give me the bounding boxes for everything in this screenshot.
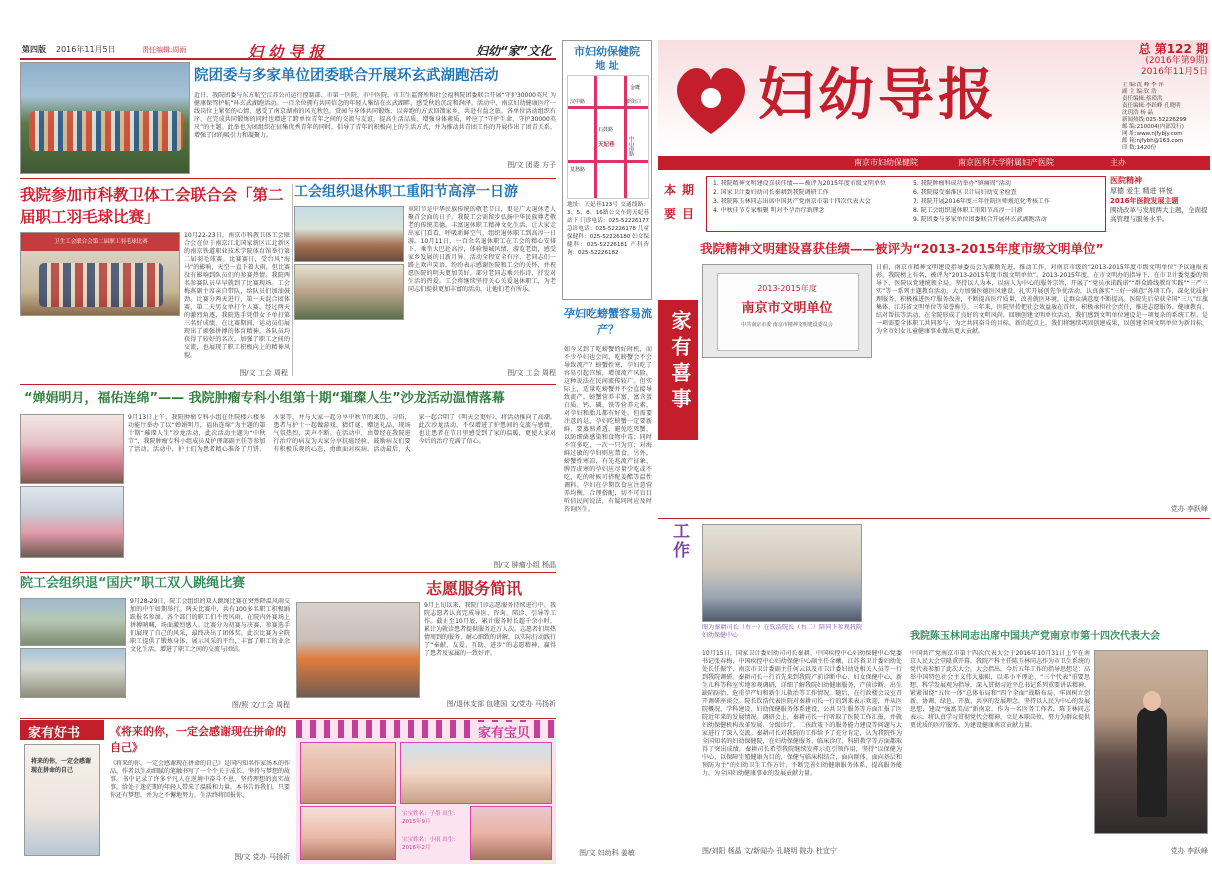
news1-title: 我院精神文明建设喜获佳绩——被评为“2013-2015年度市级文明单位”	[700, 241, 1104, 256]
art4-byline: 图/文 肿瘤小组 杨晶	[493, 561, 556, 569]
photo-badminton	[20, 232, 180, 316]
highlight-item: 9. 院团委与多家单位团委联合开展环玄武湖跑活动	[913, 216, 1047, 223]
art2-body: 10月22-23日，南京市科教卫体工会联合会在位于南京江北国家新区江北新区的南京铁道职业技术学院体育馆举行第二届羽毛球赛。比赛赛日，受台风“海马”的影响，天空一直下着大雨，但比赛没有影响到队员们的参赛热情。我院两名参赛队员早早就到了比赛现场。工会梅燕副主席亲自带队，给队员们加油鼓劲。比赛分两天进行，第一天混合团体赛，第二天男女单打个人赛。经过两天的激烈角逐，我院选手凭借女子单打第三名好成绩。在比赛期间，运动员们展现出了顽强拼搏的体育精神，各队员均获得了较好的名次，加强了职工之间的交流，也展现了职工积极向上的精神风貌。	[184, 232, 290, 359]
vertical-stamp-text: 家有喜事	[668, 310, 692, 414]
photo-volunteers	[296, 602, 420, 698]
credit-line: 主 编:沈 峰 李 萍	[1122, 82, 1164, 88]
photo-elderly-trip-2	[294, 264, 404, 320]
divider	[20, 178, 556, 179]
highlight-item: 6. 我院接受秦淮区卫计局妇幼安全检查	[913, 189, 1017, 196]
family-books-label-box	[20, 720, 104, 740]
photo-elderly-trip-1	[294, 206, 404, 262]
art2-byline: 图/文 工会 周程	[239, 369, 288, 377]
baby-caption-2: 宝宝姓名：小雨 出生：2016年2月	[402, 837, 459, 851]
art3-title: 工会组织退休职工重阳节高淳一日游	[294, 184, 518, 200]
slogan-title: 2016年医院发展主题	[1110, 197, 1179, 205]
credits	[1122, 82, 1210, 156]
issue-date: 2016年11月5日	[1140, 67, 1208, 77]
news2-byline: 图/刘阳 杨晶 文/新闻办 孔晓明 院办 杜宜宁	[702, 847, 837, 855]
art2-title: 我院参加市科教卫体工会联合会「第二届职工羽毛球比赛」	[20, 186, 284, 226]
baby-caption-1: 宝宝姓名：子墨 出生：2015年9月	[402, 811, 459, 825]
plaque	[702, 264, 872, 358]
art1-body: 近日，我院团委与东方航空江苏公司运行控制部、市第一医院、市中医院、市卫生监督所和社会福利院团委联合开展“守护30000英尺 为健康保驾护航”环玄武湖跑活动。一百余位拥有共同信念的年轻人集结在玄武湖畔，感受秋的沉淀和润泽。活动中，南京妇幼健康医疗一线岗位上紧张的心情，感受了南京湖南的风光秋色，赏园与身体共同锻炼、以奔跑的方式回馈家乡，共赴有益之旅。各单位活动组织有序，在完成共同锻炼的同时也增进了跨单位青年之间的交流与友谊，提高生活品质、增强身体素质，呼应了“守护生命，守护30000英尺”的主题。此举也为团组织在征集优秀青年的同时，倡导了青年的积极向上的生活方式，并为推动共青团工作的开展作出了团青关系，增强了团的吸引力和凝聚力。	[194, 92, 556, 139]
credit-line: 印 数:1420份	[1122, 145, 1157, 151]
baby-photo-4	[470, 806, 552, 860]
org-left: 南京市妇幼保健院	[854, 158, 918, 167]
map-label: 中山南路	[628, 136, 634, 156]
divider	[20, 572, 556, 573]
photo-salon-1	[20, 414, 124, 484]
photo-salon-2	[20, 486, 124, 558]
art4-title: “婵娟明月，福佑连绵”—— 我院肿瘤专科小组第十期“璀璨人生”沙龙活动温情落幕	[24, 391, 505, 406]
masthead-title: 妇幼导报	[758, 62, 998, 128]
art5-title: 院工会组织退“国庆”职工双人跳绳比赛	[20, 576, 246, 591]
photo-team-run	[20, 62, 190, 174]
art3-byline: 图/文 工会 周程	[507, 369, 556, 377]
page-editor: 责任编辑:周雨	[142, 46, 187, 54]
news3-byline: 党办 李跃峰	[1170, 847, 1208, 855]
credit-line: 沈玥浩 杨 晶	[1122, 110, 1153, 116]
essay-title: 孕妇吃螃蟹容易流产？	[564, 307, 652, 336]
highlight-item: 3. 我院陈玉林同志出席中国共产党南京市第十四次代表大会	[713, 198, 871, 205]
essay-body: 如今又到了吃螃蟹的好时机，而不少孕妇也会问，吃螃蟹会不会导致流产？螃蟹性寒，孕妇吃了容易引起宫缩，增加流产风险，这种说法在民间流传较广。但实际上，适量吃螃蟹并不会直接导致流产。螃蟹营养丰富，富含蛋白质、钙、磷、铁等营养元素，对孕妇和胎儿都有好处。但需要注意的是，孕妇吃螃蟹一定要新鲜、要蒸熟煮透，避免吃死蟹，以防细菌感染和食物中毒；同时不宜多吃，一次一只为宜；对海鲜过敏的孕妇则应禁食。另外，螃蟹性寒凉，有先兆流产征象、脾胃虚寒的孕妇应尽量少吃或不吃，吃的时候可搭配姜醋等温性调料。孕妇在孕期饮食应注意营养均衡，合理搭配，切不可盲目听信民间说法，有疑问时应及时咨询医生。	[564, 346, 652, 513]
baby-photo-1	[300, 742, 396, 804]
news2-body-top	[866, 524, 1208, 626]
org-bar	[658, 156, 1210, 170]
photo-rope-2	[20, 648, 126, 698]
spirit-box	[1110, 176, 1210, 232]
address-title: 市妇幼保健院	[574, 45, 640, 58]
address-map	[567, 75, 649, 199]
masthead-heart-logo	[666, 54, 756, 144]
left-masthead: 妇 幼 导 报	[248, 43, 324, 60]
slogan-body: 围绕改革与发展两大主题，全面提高管理与服务水平。	[1110, 206, 1208, 223]
address-box	[562, 40, 652, 300]
art4-body: 9月13日上午，我院肿瘤专科小组在住院楼六楼多功能厅举办了以“婵娟明月，福佑连绵”为主题的第十期“璀璨人生”沙龙活动，此次活动主题为“中秋节”，我院肿瘤专科小组成员及护理部副主任等参加了活动。活动中，护士们为患者精心准备了月饼、水果等，并与大家一起分享中秋节的来历、习俗，患者与护士一起做游戏、猜灯谜、赠送礼品，现场气氛热烈，笑声不断。在活动中，由曾经在我院进行治疗的病友为大家分享抗癌经验，鼓励病友们要有积极乐观的心态，勇敢面对疾病。活动最后，大家一起合唱了《明天会更好》，将活动推向了高潮。此次沙龙活动，不仅增进了护患间的交流与感情，也让患者在节日里感受到了家的温暖，更使大家对今后的治疗充满了信心。	[128, 414, 556, 453]
art3-body: 重阳节是中华民族传统的敬老节日，更是广大退休老人聚首会面的日子。我院工会需留步弘扬中华民族尊老敬老的传统美德，丰富退休职工精神文化生活，让大家走出家门看看，呼吸新鲜空气，组织退休职工到高淳一日游。10月11日，一百余名退休职工在工会的精心安排下，乘坐大巴赴高淳，体验慢城风情，游览老街，感受家乡发展的日新月异。活动全程安全有序，老同志们一路上欢声笑语，纷纷表示感谢医院和工会的关怀，并祝愿医院的明天更加美好。部分老同志乘兴作诗，抒发对生活的热爱。工会将继续坚持关心关爱退休职工，为老同志们提供更加丰富的活动，让他们老有所乐。	[408, 206, 556, 293]
divider	[20, 718, 556, 719]
news3-body: 中国共产党南京市第十四次代表大会于2016年10月31日上午在南京人民大会堂隆重开幕。我院产科主任陈玉林同志作为市卫生系统的党代表参加了此次大会。大会指出，今后五年工作的指导思想是：高举中国特色社会主义伟大旗帜，以邓小平理论、“三个代表”重要思想、科学发展观为指导，深入贯彻习近平总书记系列重要讲话精神，紧紧围绕“五位一体”总体布局和“四个全面”战略布局，牢固树立创新、协调、绿色、开放、共享的发展理念，坚持以人民为中心的发展思想，建设“强富美高”新南京。作为一名医务工作者，陈玉林同志表示，将认真学习贯彻党代会精神，立足本职岗位，努力为群众提供更优质的医疗服务，为建设健康南京贡献力量。	[910, 650, 1090, 729]
address-subtitle: 地 址	[595, 61, 619, 72]
family-baby-label: 家有宝贝	[474, 722, 534, 741]
highlight-item: 5. 我院肿瘤科成功举办“镇痛周”活动	[913, 180, 1011, 187]
highlights-list	[706, 176, 1106, 232]
divider	[658, 518, 1210, 519]
issue-period: (2016年第9期)	[1145, 56, 1208, 66]
org-right: 主办	[1110, 158, 1126, 167]
photo-rope-1	[20, 598, 126, 646]
plaque-line2: 南京市文明单位	[741, 301, 833, 316]
map-label: 莫愁路	[570, 167, 586, 173]
credit-line: 责任编辑:李跃峰 孔晓明	[1122, 103, 1181, 109]
art1-title: 院团委与多家单位团委联合开展环玄武湖跑活动	[194, 68, 499, 84]
map-label: 金鹰	[630, 85, 641, 91]
page-date: 2016年11月5日	[56, 45, 116, 54]
baby-photo-3	[400, 742, 552, 804]
vertical-stamp	[658, 300, 698, 440]
highlight-item: 4. 中秋佳节专家相聚 明对不孕治疗新理念	[713, 207, 825, 214]
news1-body: 日前，南京市精神文明建设指导委员会为激励先进，推动工作，对南京市级的“2013-2015年度市级文明单位”予以通报表彰。我院榜上有名，被评为“2013-2015年度市级文明单位”。2013-2015年度，在市文明办的指导下，在市卫计委党委的领导下，医院以党建统领全局，坚持以人为本，以病人为中心的服务宗旨，开展了“党员承诺践诺”“群众路线教育实践”“三严三实”等一系列主题教育活动，大力加强医德医风建设，扎实开展创先争优活动，认真落实“三好一满意”各项工作，深化优质护理服务，积极推进医疗服务改善，不断提高医疗质量，改善就医环境，让群众满意度不断提高。医院先后荣获全国“三八”红旗集体、江苏省文明单位等荣誉称号。三年来，医院坚持把社会效益放在首位，积极承担社会责任，推进志愿服务、健康教育、结对帮扶等活动，在全院形成了良好的文明风尚。回顾创建文明单位活动，我们感到文明单位建设是一项复杂的系统工程，是一项需要全体职工共同参与、为之共同奋斗的目标。新的起点上，我们将继续巩固创建成果，以创建全国文明单位为新目标，为全市妇女儿童健康事业做出更大贡献。	[876, 264, 1208, 335]
credit-line: 新闻热线:025-52226299	[1122, 117, 1187, 123]
credit-line: 邮 编:210004(内部发行)	[1122, 124, 1184, 130]
map-label: 天妃巷	[598, 142, 615, 148]
highlights-label: 本期要目	[663, 183, 700, 221]
essay-byline: 图/文 妇幼科 姜敏	[579, 849, 635, 857]
credit-line: 网 址:www.njfybjy.com	[1122, 131, 1183, 137]
book-cover-title: 将来的你，一定会感谢现在拼命的自己	[31, 758, 92, 774]
highlight-item: 8. 院工会组织退休职工重阳节高淳一日游	[913, 207, 1023, 214]
news2-caption: 图为秦耕司长（右一）在钦浩院长（右二）陪同下参观我院妇幼保健中心	[702, 624, 862, 639]
credit-line: 副 主 编:钦 浩	[1122, 89, 1157, 95]
photo-congress	[1094, 650, 1208, 834]
spirit-subtitle: 厚德 爱生 精进 祥悦	[1110, 187, 1173, 195]
credit-line: 责任编辑:蔡琐洪	[1122, 96, 1163, 102]
art5-body: 9月28-29日，院工会组织的双人跳绳比赛在突然降温风雨交加的中午如期举行。两天比赛中，共有100多名职工积极踊跃报名参加。各个部门的职工们不畏风雨，在院内外赛场上拼搏呐喊，场面激烈感人。比赛分为初赛与决赛，参赛选手们展现了自己的风采，最终决出了团体奖。此次比赛为全院职工提供了锻炼身体、展示风采的平台，丰富了职工的业余文化生活，增进了职工之间的交流与团结。	[130, 598, 290, 653]
art6-byline: 图/退休支部 包建国 文/党办 马扬祈	[446, 700, 556, 708]
book-body: 《将来的你，一定会感谢现在拼命的自己》是国内知名作家汤木的作品，作者以生动细腻的笔触书写了一个个关于成长、坚持与梦想的故事。书中记录了许多平凡人在逆境中奋斗不息、坚持理想的真实故事，给处于迷茫期的年轻人带来了温暖和力量。本书告诉我们，只要你还有梦想，并为之不懈地努力，生活终将回报你。	[110, 760, 290, 799]
left-top-bar	[20, 40, 556, 60]
art6-body: 9月上旬以来，我院门诊志愿服务持续进行中。我院志愿者认真完成导医、咨询、陪诊、引导等工作。截止至10月底，累计服务时长超千余小时，累计为就诊患者提供服务近万人次。志愿者们用热情周到的服务、耐心细致的讲解，以实际行动践行了“奉献、友爱、互助、进步”的志愿精神，赢得了患者及家属的一致好评。	[424, 602, 556, 657]
issue-total: 总 第122 期	[1138, 42, 1208, 56]
credit-line: 邮 箱:njfybh@163.com	[1122, 138, 1184, 144]
volunteer-title-box	[296, 574, 556, 600]
photo-inspection	[702, 524, 862, 622]
photo-banner: 卫生工会联合会第二届职工羽毛球比赛	[54, 239, 148, 245]
news2-body: 10月15日，国家卫计委妇幼司司长秦耕、中国疾控中心妇幼保健中心党委书记张春梅，中国疾控中心妇幼保健中心副主任金曦，江苏省卫计委妇幼处处长任振宇，南京市卫计委副主任何云以及市卫计委妇幼处相关人员等一行到我院调研。秦耕司长一行首先来到我院产前诊断中心、妇女保健中心、新生儿科等科室实地参观调研，详细了解我院妇幼健康服务、产前诊断、出生缺陷防治、危重孕产妇和新生儿救治等工作情况。随后，在行政楼会议室召开调研座谈会。院长钦浩代表医院对秦耕司长一行的到来表示欢迎，并从医院概况、学科建设、妇幼保健服务体系建设、公共卫生服务等方面汇报了医院近年来的发展情况。调研会上，秦耕司长一行听取了医院工作汇报，并就妇幼保健机构改革发展、分级诊疗、二孩政策下的服务能力建设等问题与大家进行了深入交流。秦耕司长对我院的工作给予了充分肯定，认为我院作为全国知名的妇幼保健院，在妇幼保健服务、临床诊疗、科研教学等方面都取得了突出成绩。秦耕司长希望我院继续发挥示范引领作用，坚持“以保健为中心，以保障生殖健康为目的，保健与临床相结合，面向群体、面向基层和预防为主”的妇幼卫生工作方针，不断完善妇幼健康服务体系，提高服务能力，为全国妇幼健康事业的发展贡献力量。	[702, 650, 902, 777]
highlight-item: 7. 我院开展2016年度三年住院医师规范化考核工作	[913, 198, 1050, 205]
book-cover	[24, 744, 100, 856]
plaque-line1: 2013-2015年度	[757, 284, 817, 293]
page-label: 第四版	[22, 45, 46, 54]
news2-title: 工作	[669, 522, 689, 560]
highlight-item: 2. 国家卫计委妇幼司长秦耕到我院调研工作	[713, 189, 829, 196]
art1-byline: 图/文 团委 方子	[507, 161, 556, 169]
column-name: 妇幼“家”文化	[476, 44, 552, 58]
map-label: 新街口	[626, 99, 642, 105]
baby-photo-2	[300, 806, 396, 860]
art5-byline: 图/照 文/工会 周程	[231, 701, 290, 709]
map-label: 石鼓路	[598, 127, 614, 133]
family-books-label: 家有好书	[28, 726, 81, 740]
art6-title: 志愿服务简讯	[426, 579, 523, 598]
map-label: 汉中路	[570, 99, 586, 105]
address-info: 地址：天妃巷123号 交通线路：3、5、8、16路公交车到天妃巷站下 门诊电话：025-52226177 急诊电话：025-52226178 儿童保健科：025-52226180 妇女保健科：025-52226181 产科咨询：025-52226182	[567, 202, 649, 256]
org-middle: 南京医科大学附属妇产医院	[958, 158, 1054, 167]
book-byline: 图/文 党办 马扬祈	[234, 853, 290, 861]
divider	[292, 184, 293, 376]
book-title: 《将来的你，一定会感谢现在拼命的自己》	[110, 725, 286, 754]
news3-title: 我院陈玉林同志出席中国共产党南京市第十四次代表大会	[910, 631, 1160, 642]
news2-title-box	[658, 522, 700, 842]
news1-byline: 党办 李跃峰	[1170, 505, 1208, 513]
plaque-line3: 中共南京市委 南京市精神文明建设委员会	[741, 322, 833, 328]
spirit-title: 医院精神	[1110, 176, 1142, 185]
divider	[20, 384, 556, 385]
highlight-item: 1. 我院精神文明建设喜获佳绩——被评为2015年度市级文明单位	[713, 180, 886, 187]
